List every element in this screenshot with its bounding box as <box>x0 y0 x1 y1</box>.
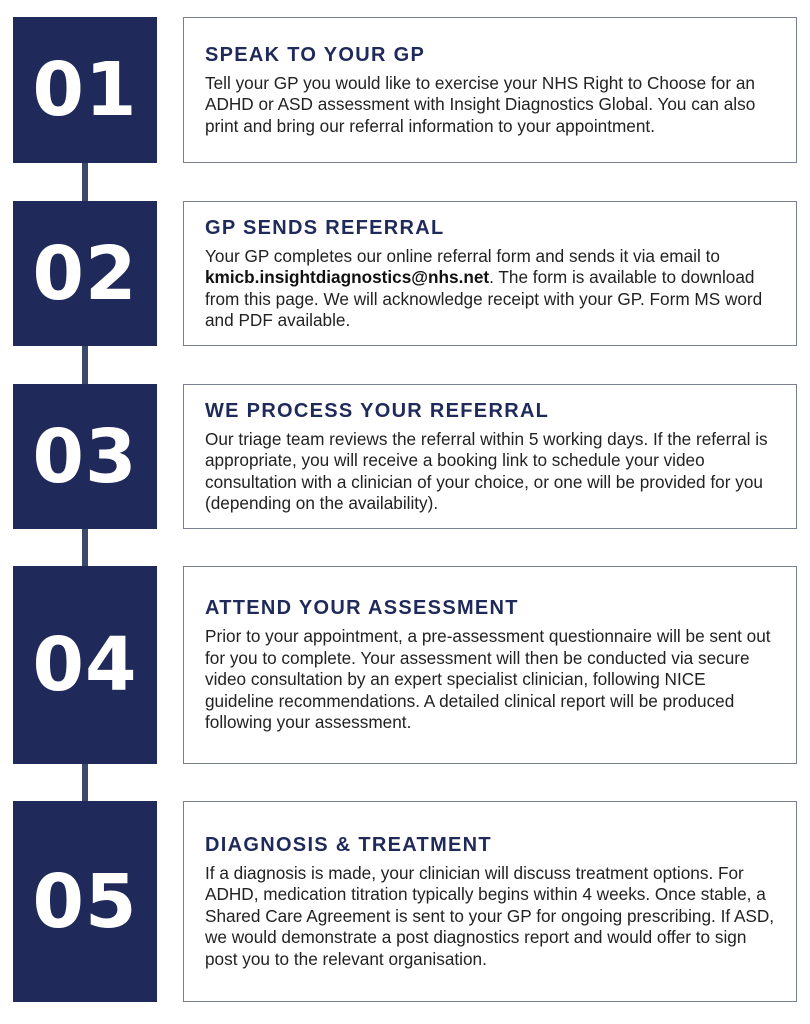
step-number-box-3 <box>13 384 157 529</box>
step-number-box-4 <box>13 566 157 764</box>
step-number: 03 <box>32 413 138 500</box>
referral-email[interactable]: kmicb.insightdiagnostics@nhs.net <box>205 267 490 287</box>
step-title: DIAGNOSIS & TREATMENT <box>205 833 492 856</box>
step-title: SPEAK TO YOUR GP <box>205 43 426 66</box>
step-description: Tell your GP you would like to exercise your NHS Right to Choose for an ADHD or ASD assessment with Insight Diagnostics Global. You can also print and bring our referral information to your appointment. <box>205 72 756 136</box>
step-description-end: . The form is available to download from this page. We will acknowledge receipt with your GP. Form MS word and PDF available. <box>205 267 763 330</box>
step-number-box-5 <box>13 801 157 1002</box>
connector-line-1-2 <box>82 162 88 202</box>
step-number-box-1 <box>13 17 157 163</box>
step-title: WE PROCESS YOUR REFERRAL <box>205 399 550 422</box>
step-card-3 <box>183 384 797 529</box>
step-title: GP SENDS REFERRAL <box>205 216 445 239</box>
step-description: Our triage team reviews the referral within 5 working days. If the referral is appropriate, you will receive a booking link to schedule your video consultation with a clinician of your choice, or one will be provided for you (depending on the availability). <box>205 428 768 513</box>
step-description <box>205 246 778 332</box>
step-description: Prior to your appointment, a pre-assessment questionnaire will be sent out for you to complete. Your assessment will then be conducted via secure video consultation by an expert specialist clinician, following NICE guideline recommendations. A detailed clinical report will be produced following your assessment. <box>205 626 771 733</box>
step-number: 04 <box>32 622 138 708</box>
connector-line-3-4 <box>82 528 88 568</box>
step-card-2 <box>183 201 797 346</box>
connector-line-2-3 <box>82 345 88 385</box>
step-description-start: Your GP completes our online referral form and sends it via email to <box>205 245 720 266</box>
connector-line-4-5 <box>82 763 88 803</box>
step-number: 02 <box>32 230 138 317</box>
step-number-box-2 <box>13 201 157 346</box>
step-title: ATTEND YOUR ASSESSMENT <box>205 597 519 620</box>
step-number: 05 <box>32 858 138 945</box>
step-card-4 <box>183 566 797 764</box>
step-description: If a diagnosis is made, your clinician will discuss treatment options. For ADHD, medication titration typically begins within 4 weeks. Once stable, a Shared Care Agreement is sent to your GP for ongoing prescribing. If ASD, we would demonstrate a post diagnostics report and would offer to sign post you to the relevant organisation. <box>205 862 775 969</box>
step-card-5 <box>183 801 797 1002</box>
step-number: 01 <box>32 47 138 133</box>
step-card-1 <box>183 17 797 163</box>
